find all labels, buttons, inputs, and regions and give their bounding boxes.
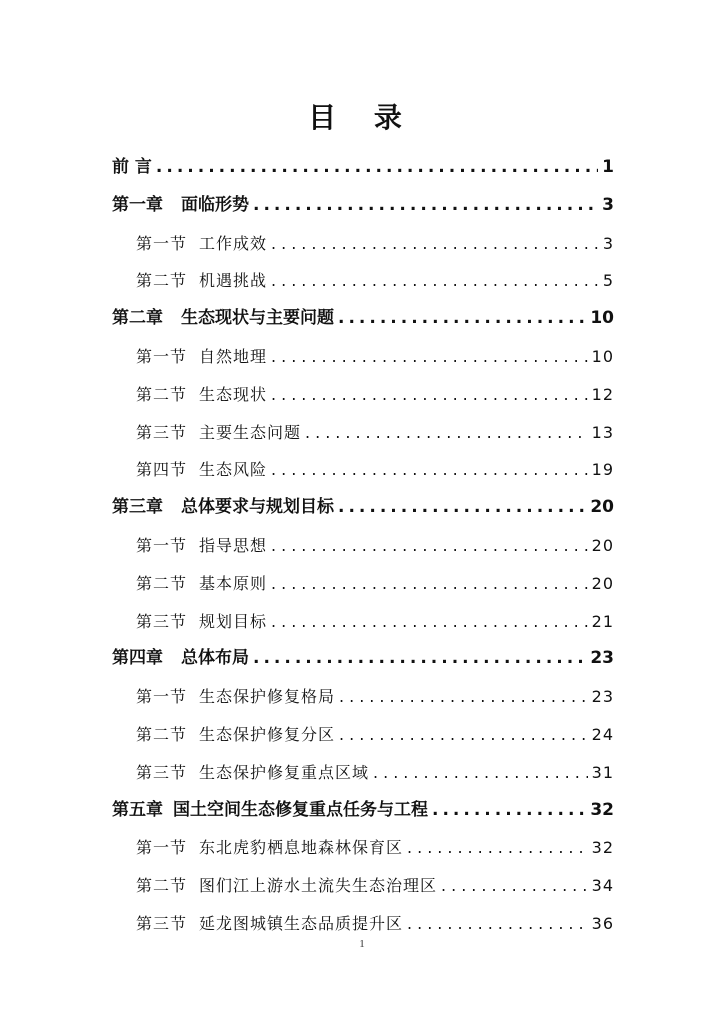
toc-entry-title: 东北虎豹栖息地森林保育区 <box>199 838 404 858</box>
toc-leader-dots <box>339 716 588 754</box>
toc-entry-page: 24 <box>591 724 614 744</box>
toc-entry-page: 5 <box>602 271 614 291</box>
toc-entry-label <box>136 754 369 792</box>
toc-entry-number: 第三节 <box>136 611 188 631</box>
toc-entry-title: 机遇挑战 <box>199 271 268 291</box>
toc-entry-title: 自然地理 <box>199 346 268 366</box>
toc-entry-page: 31 <box>591 762 614 782</box>
toc-entry-page: 19 <box>591 460 614 480</box>
toc-entry-page: 36 <box>591 913 614 933</box>
toc-leader-dots <box>271 603 588 641</box>
toc-entry-page: 21 <box>591 611 614 631</box>
toc-entry-page: 10 <box>590 308 614 329</box>
toc-entry-label <box>136 225 267 263</box>
toc-section-entry[interactable] <box>112 225 614 263</box>
toc-entry-number: 第三节 <box>136 422 188 442</box>
toc-entry-number: 第一节 <box>136 687 188 707</box>
toc-entry-title: 规划目标 <box>199 611 268 631</box>
toc-section-entry[interactable] <box>112 754 614 792</box>
toc-leader-dots <box>253 640 586 678</box>
toc-entry-title: 工作成效 <box>199 233 268 253</box>
toc-entry-label <box>136 829 403 867</box>
toc-entry-title: 国土空间生态修复重点任务与工程 <box>173 799 428 820</box>
toc-entry-number: 第三节 <box>136 762 188 782</box>
toc-entry-page: 20 <box>591 573 614 593</box>
toc-entry-title: 生态现状与主要问题 <box>181 308 334 329</box>
toc-entry-label <box>136 262 267 300</box>
toc-leader-dots <box>339 678 588 716</box>
toc-entry-title: 生态现状 <box>199 384 268 404</box>
toc-section-entry[interactable] <box>112 565 614 603</box>
toc-section-entry[interactable] <box>112 414 614 452</box>
toc-entry-number: 前 言 <box>112 157 152 177</box>
toc-leader-dots <box>156 149 598 187</box>
toc-chapter-entry[interactable] <box>112 792 614 830</box>
toc-entry-number: 第二章 <box>112 308 163 329</box>
toc-entry-number: 第四节 <box>136 460 188 480</box>
page-title: 目 录 <box>308 101 416 134</box>
toc-entry-number: 第一节 <box>136 346 188 366</box>
toc-entry-page: 32 <box>591 838 614 858</box>
toc-entry-number: 第一节 <box>136 838 188 858</box>
toc-entry-number: 第二节 <box>136 271 188 291</box>
toc-leader-dots <box>305 414 588 452</box>
toc-entry-page: 20 <box>591 535 614 555</box>
toc-entry-page: 12 <box>591 384 614 404</box>
toc-entry-label <box>136 451 267 489</box>
toc-leader-dots <box>253 187 598 225</box>
toc-entry-number: 第四章 <box>112 648 163 669</box>
toc-section-entry[interactable] <box>112 262 614 300</box>
table-of-contents <box>112 149 614 943</box>
toc-entry-number: 第三章 <box>112 497 163 518</box>
toc-entry-number: 第五章 <box>112 799 163 820</box>
toc-entry-label <box>112 792 428 830</box>
toc-section-entry[interactable] <box>112 678 614 716</box>
toc-entry-page: 20 <box>590 497 614 518</box>
toc-leader-dots <box>432 792 586 830</box>
toc-chapter-entry[interactable] <box>112 640 614 678</box>
toc-entry-page: 1 <box>602 157 614 177</box>
toc-section-entry[interactable] <box>112 376 614 414</box>
toc-chapter-entry[interactable] <box>112 149 614 187</box>
toc-entry-number: 第二节 <box>136 724 188 744</box>
toc-entry-title: 生态保护修复分区 <box>199 724 336 744</box>
toc-entry-number: 第二节 <box>136 876 188 896</box>
toc-entry-title: 指导思想 <box>199 535 268 555</box>
toc-leader-dots <box>373 754 588 792</box>
toc-entry-page: 3 <box>602 233 614 253</box>
toc-entry-title: 总体要求与规划目标 <box>181 497 334 518</box>
toc-leader-dots <box>271 225 599 263</box>
toc-entry-number: 第二节 <box>136 384 188 404</box>
toc-entry-number: 第一章 <box>112 194 163 215</box>
toc-entry-title: 生态风险 <box>199 460 268 480</box>
toc-entry-page: 23 <box>591 687 614 707</box>
toc-entry-label <box>136 414 301 452</box>
toc-entry-label <box>136 678 335 716</box>
toc-entry-title: 总体布局 <box>181 648 249 669</box>
toc-section-entry[interactable] <box>112 716 614 754</box>
toc-leader-dots <box>271 376 588 414</box>
toc-entry-page: 13 <box>591 422 614 442</box>
toc-entry-page: 10 <box>591 346 614 366</box>
toc-entry-page: 32 <box>590 799 614 820</box>
toc-chapter-entry[interactable] <box>112 489 614 527</box>
toc-section-entry[interactable] <box>112 603 614 641</box>
toc-entry-label <box>112 300 334 338</box>
toc-entry-label <box>136 376 267 414</box>
toc-entry-title: 生态保护修复格局 <box>199 687 336 707</box>
toc-entry-title: 主要生态问题 <box>199 422 302 442</box>
toc-entry-title: 延龙图城镇生态品质提升区 <box>199 913 404 933</box>
toc-entry-label <box>136 867 437 905</box>
toc-section-entry[interactable] <box>112 527 614 565</box>
toc-leader-dots <box>271 451 588 489</box>
toc-leader-dots <box>338 489 586 527</box>
toc-entry-page: 34 <box>591 876 614 896</box>
toc-chapter-entry[interactable] <box>112 300 614 338</box>
toc-entry-label <box>136 338 267 376</box>
toc-section-entry[interactable] <box>112 867 614 905</box>
toc-leader-dots <box>407 829 588 867</box>
toc-leader-dots <box>271 565 588 603</box>
toc-leader-dots <box>271 527 588 565</box>
toc-leader-dots <box>441 867 588 905</box>
toc-entry-number: 第二节 <box>136 573 188 593</box>
toc-entry-label <box>112 640 249 678</box>
toc-entry-label <box>136 603 267 641</box>
toc-section-entry[interactable] <box>112 338 614 376</box>
toc-entry-label <box>136 527 267 565</box>
toc-entry-number: 第一节 <box>136 233 188 253</box>
toc-leader-dots <box>271 262 599 300</box>
toc-leader-dots <box>271 338 588 376</box>
toc-section-entry[interactable] <box>112 829 614 867</box>
toc-entry-label <box>112 149 152 187</box>
toc-entry-title: 生态保护修复重点区域 <box>199 762 370 782</box>
toc-entry-title: 图们江上游水土流失生态治理区 <box>199 876 438 896</box>
toc-entry-page: 3 <box>602 194 614 215</box>
toc-entry-label <box>136 565 267 603</box>
toc-entry-title: 基本原则 <box>199 573 268 593</box>
toc-entry-label <box>112 489 334 527</box>
toc-entry-number: 第三节 <box>136 913 188 933</box>
toc-section-entry[interactable] <box>112 451 614 489</box>
toc-entry-number: 第一节 <box>136 535 188 555</box>
toc-entry-label <box>136 716 335 754</box>
toc-entry-label <box>112 187 249 225</box>
toc-chapter-entry[interactable] <box>112 187 614 225</box>
toc-leader-dots <box>338 300 586 338</box>
toc-entry-page: 23 <box>590 648 614 669</box>
page-number: 1 <box>359 938 365 950</box>
toc-entry-title: 面临形势 <box>181 194 249 215</box>
